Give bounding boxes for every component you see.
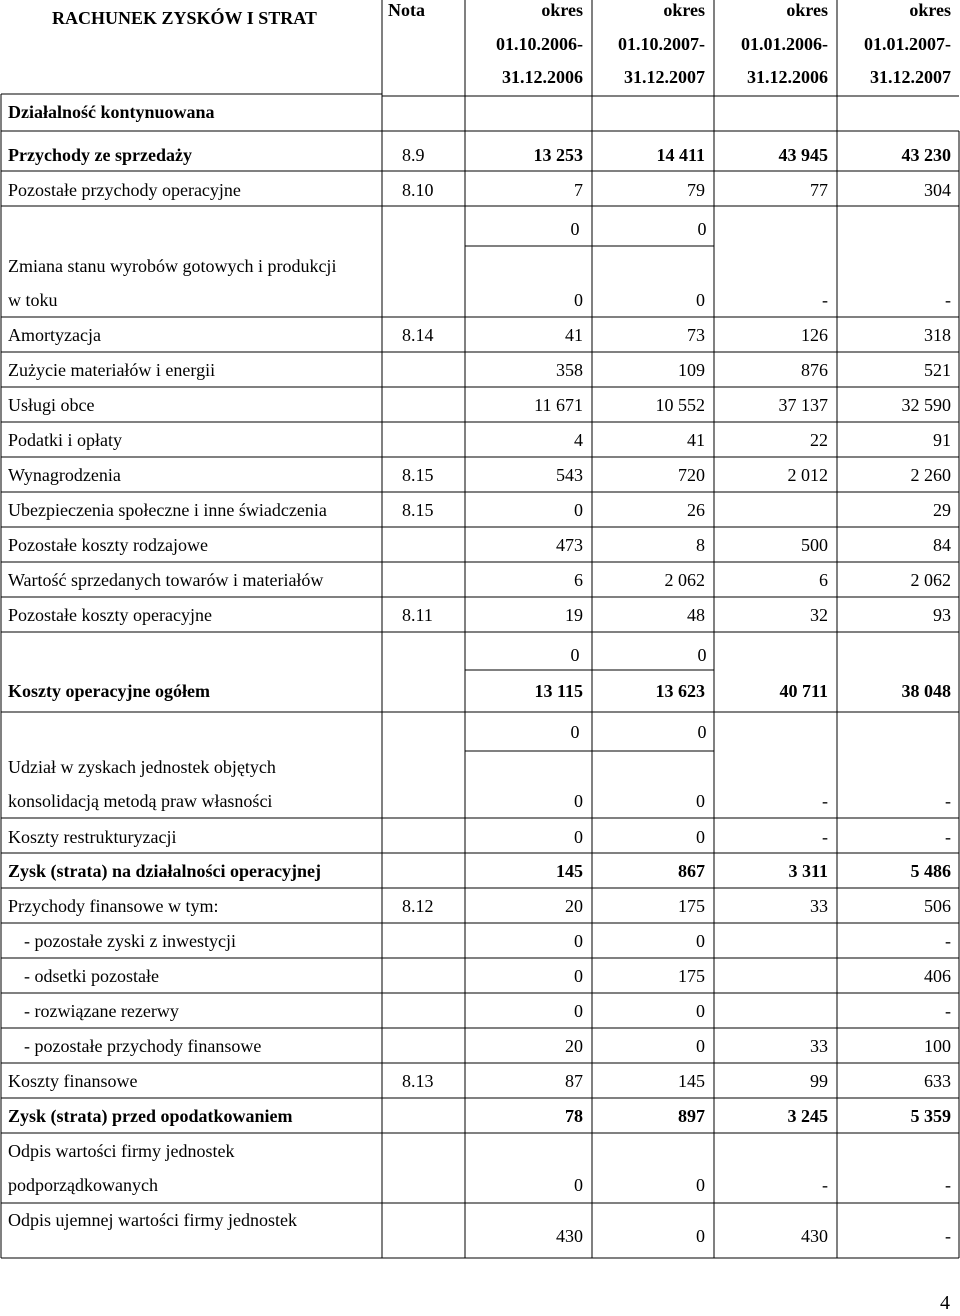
row-value: - [945,290,951,310]
row-value: 78 [565,1106,583,1126]
row-value: 126 [801,325,828,345]
row-label: Odpis wartości firmy jednostek [8,1141,235,1161]
row-value: 0 [696,1175,705,1195]
row-label: Ubezpieczenia społeczne i inne świadczenia [8,500,327,520]
period-to: 31.12.2006 [747,67,828,87]
row-label: - odsetki pozostałe [24,966,159,986]
row-value: 0 [696,1036,705,1056]
period-label: okres [786,0,828,20]
row-value: 2 260 [910,465,951,485]
row-value: 37 137 [778,395,828,415]
period-to: 31.12.2007 [624,67,705,87]
row-value: 29 [933,500,951,520]
row-value: 43 945 [778,145,828,165]
row-value: 0 [574,931,583,951]
row-value: 2 062 [910,570,951,590]
row-value: 19 [565,605,583,625]
row-label: Zysk (strata) na działalności operacyjnej [8,861,321,881]
row-value: 500 [801,535,828,555]
row-value: 521 [924,360,951,380]
row-value: 13 623 [655,681,705,701]
period-to: 31.12.2006 [502,67,583,87]
row-value: 91 [933,430,951,450]
row-value: 0 [574,827,583,847]
row-nota: 8.11 [402,605,433,625]
row-value: 318 [924,325,951,345]
period-label: okres [541,0,583,20]
nota-header: Nota [388,0,425,20]
period-from: 01.10.2006- [496,34,583,54]
row-label: Odpis ujemnej wartości firmy jednostek [8,1210,297,1230]
row-value: - [945,791,951,811]
row-value: 867 [678,861,705,881]
row-value: 26 [687,500,705,520]
row-label: Koszty finansowe [8,1071,138,1091]
row-label: Usługi obce [8,395,95,415]
row-label: podporządkowanych [8,1175,158,1195]
row-value: 14 411 [656,145,705,165]
row-nota: 8.10 [402,180,434,200]
row-label: Pozostałe koszty rodzajowe [8,535,208,555]
row-value: 5 486 [910,861,951,881]
row-value: 32 [810,605,828,625]
row-value: 109 [678,360,705,380]
row-value: 0 [574,500,583,520]
row-label: w toku [8,290,58,310]
row-value: 2 062 [664,570,705,590]
row-extra-value: 0 [570,219,580,239]
row-label: konsolidacją metodą praw własności [8,791,273,811]
row-value: 473 [556,535,583,555]
row-value: 20 [565,896,583,916]
row-extra-value: 0 [697,645,707,665]
row-value: 77 [810,180,828,200]
row-label: - pozostałe przychody finansowe [24,1036,262,1056]
row-label: Pozostałe przychody operacyjne [8,180,241,200]
row-value: - [945,1001,951,1021]
row-value: 32 590 [901,395,951,415]
row-label: Wartość sprzedanych towarów i materiałów [8,570,324,590]
row-value: 43 230 [901,145,951,165]
row-value: 48 [687,605,705,625]
row-value: 41 [687,430,705,450]
row-value: 5 359 [910,1106,951,1126]
row-value: 0 [696,931,705,951]
row-value: 41 [565,325,583,345]
row-value: 175 [678,966,705,986]
row-value: 2 012 [787,465,828,485]
row-label: Podatki i opłaty [8,430,122,450]
row-value: 33 [810,1036,828,1056]
row-label: Wynagrodzenia [8,465,121,485]
row-value: 4 [574,430,583,450]
row-nota: 8.15 [402,500,434,520]
row-value: 93 [933,605,951,625]
row-value: 506 [924,896,951,916]
row-value: 0 [574,1175,583,1195]
row-value: - [945,1226,951,1246]
row-value: 100 [924,1036,951,1056]
row-value: 175 [678,896,705,916]
period-from: 01.01.2006- [741,34,828,54]
period-from: 01.01.2007- [864,34,951,54]
row-label: Przychody ze sprzedaży [8,145,192,165]
row-value: 304 [924,180,951,200]
row-value: 430 [556,1226,583,1246]
row-value: 0 [696,1226,705,1246]
row-label: - pozostałe zyski z inwestycji [24,931,236,951]
row-value: 3 245 [787,1106,828,1126]
row-value: 406 [924,966,951,986]
row-value: 84 [933,535,951,555]
row-extra-value: 0 [697,219,707,239]
row-extra-value: 0 [697,722,707,742]
period-label: okres [909,0,951,20]
row-value: - [945,931,951,951]
row-nota: 8.9 [402,145,425,165]
row-value: - [945,1175,951,1195]
row-value: 87 [565,1071,583,1091]
row-value: 145 [556,861,583,881]
row-value: 633 [924,1071,951,1091]
row-label: Zysk (strata) przed opodatkowaniem [8,1106,293,1126]
row-label: Udział w zyskach jednostek objętych [8,757,276,777]
row-value: 6 [574,570,583,590]
row-value: 20 [565,1036,583,1056]
period-label: okres [663,0,705,20]
row-value: - [822,827,828,847]
page-number: 4 [940,1292,950,1314]
row-value: 876 [801,360,828,380]
row-extra-value: 0 [570,722,580,742]
row-value: 13 253 [533,145,583,165]
row-nota: 8.12 [402,896,434,916]
section-title: Działalność kontynuowana [8,102,215,122]
row-value: 3 311 [788,861,828,881]
row-value: 0 [574,1001,583,1021]
row-value: 0 [574,966,583,986]
period-to: 31.12.2007 [870,67,951,87]
row-value: 0 [574,290,583,310]
row-value: 38 048 [901,681,951,701]
row-value: - [822,1175,828,1195]
row-label: Amortyzacja [8,325,101,345]
row-value: 145 [678,1071,705,1091]
row-value: 0 [696,1001,705,1021]
row-value: - [822,791,828,811]
row-value: 0 [696,791,705,811]
row-nota: 8.13 [402,1071,434,1091]
row-value: 22 [810,430,828,450]
row-value: 79 [687,180,705,200]
row-value: 897 [678,1106,705,1126]
row-label: Pozostałe koszty operacyjne [8,605,212,625]
row-value: 6 [819,570,828,590]
row-label: - rozwiązane rezerwy [24,1001,179,1021]
row-value: 0 [696,827,705,847]
row-value: 0 [696,290,705,310]
row-value: 40 711 [779,681,828,701]
row-value: 543 [556,465,583,485]
row-value: 13 115 [534,681,583,701]
row-value: 73 [687,325,705,345]
row-value: 33 [810,896,828,916]
period-from: 01.10.2007- [618,34,705,54]
row-label: Przychody finansowe w tym: [8,896,219,916]
row-label: Koszty operacyjne ogółem [8,681,210,701]
row-value: 0 [574,791,583,811]
row-value: 11 671 [534,395,583,415]
row-value: - [822,290,828,310]
row-nota: 8.15 [402,465,434,485]
row-value: 8 [696,535,705,555]
statement-title: RACHUNEK ZYSKÓW I STRAT [52,8,317,28]
row-value: 99 [810,1071,828,1091]
row-value: - [945,827,951,847]
row-label: Zmiana stanu wyrobów gotowych i produkcji [8,256,337,276]
row-extra-value: 0 [570,645,580,665]
row-value: 720 [678,465,705,485]
row-value: 7 [574,180,583,200]
row-label: Zużycie materiałów i energii [8,360,216,380]
row-label: Koszty restrukturyzacji [8,827,177,847]
row-value: 430 [801,1226,828,1246]
row-value: 10 552 [655,395,705,415]
row-value: 358 [556,360,583,380]
row-nota: 8.14 [402,325,434,345]
